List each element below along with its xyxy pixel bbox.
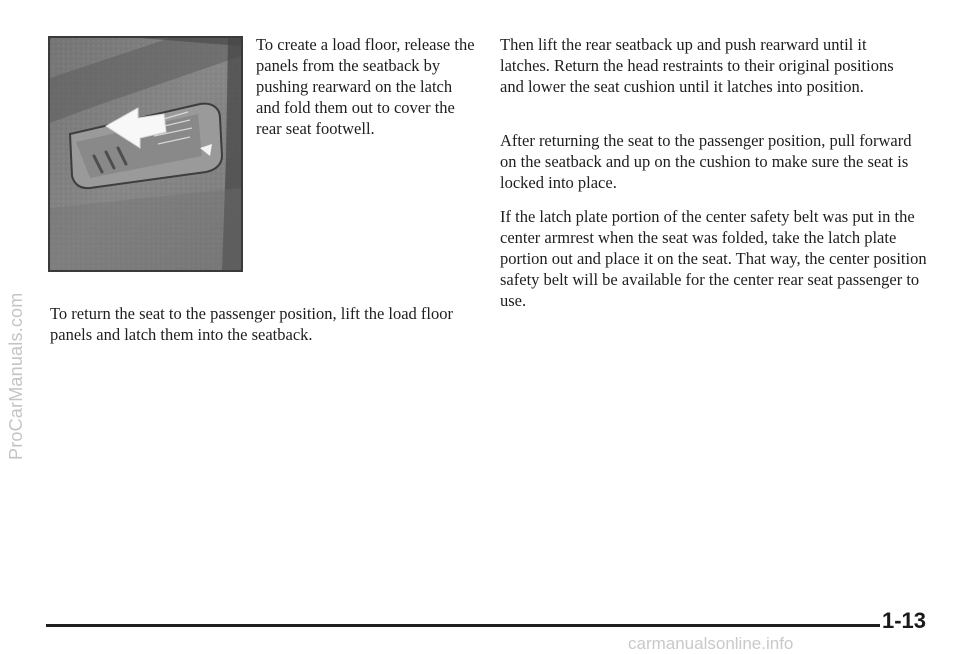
- return-seat-instructions: To return the seat to the passenger position, lift the load floor panels and latch them into the seatback.: [50, 304, 453, 344]
- right-paragraph-3: If the latch plate portion of the center safety belt was put in the center armrest when the seat was folded, take the latch plate portion out and place it on the seat. That way, the center position safety belt will be available for the center rear seat passenger to use.: [500, 207, 927, 310]
- load-floor-instructions: To create a load floor, release the panels from the seatback by pushing rearward on the latch and fold them out to cover the rear seat footwell.: [256, 35, 475, 138]
- right-paragraph-2: After returning the seat to the passenger position, pull forward on the seatback and up on the cushion to make sure the seat is locked into place.: [500, 131, 912, 192]
- page-number: 1-13: [882, 608, 927, 633]
- footer-rule: [46, 624, 880, 627]
- photo-seat-latch-arrow-icon: [50, 38, 241, 270]
- footer-watermark: carmanualsonline.info: [628, 634, 794, 653]
- side-watermark: ProCarManuals.com: [6, 292, 26, 460]
- right-paragraph-1: Then lift the rear seatback up and push rearward until it latches. Return the head restraints to their original positions and lower the seat cushion until it latches into position.: [500, 35, 894, 96]
- seat-latch-photo: [48, 36, 243, 272]
